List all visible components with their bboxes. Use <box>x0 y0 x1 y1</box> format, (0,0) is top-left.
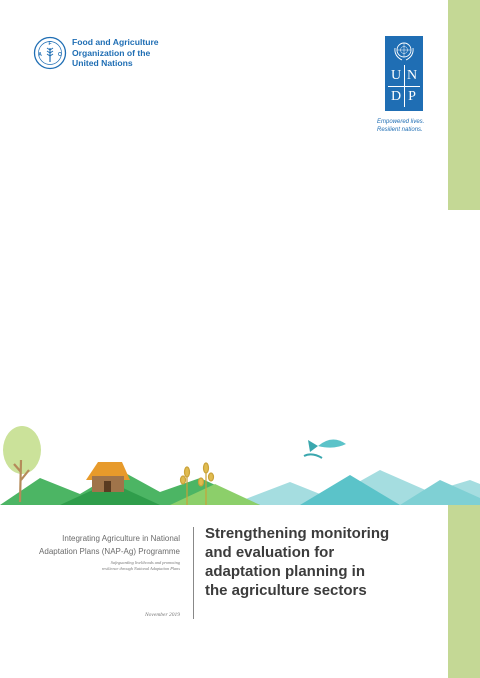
undp-tagline <box>377 118 424 134</box>
programme-title-line: Integrating Agriculture in National <box>62 534 180 543</box>
undp-letter: U <box>390 68 402 83</box>
fao-name-line: Food and Agriculture <box>72 37 159 48</box>
page-title <box>205 524 445 600</box>
vertical-divider <box>193 527 194 619</box>
undp-letter: P <box>408 89 416 104</box>
fao-name-line: United Nations <box>72 58 133 69</box>
landscape-illustration <box>0 420 480 505</box>
fao-emblem-letter: F <box>48 41 52 47</box>
undp-letter: D <box>390 89 402 104</box>
tree-canopy <box>3 426 41 474</box>
hut-door <box>104 481 111 492</box>
un-emblem-icon <box>392 40 416 62</box>
programme-title <box>39 532 180 558</box>
publication-date: November 2019 <box>145 612 180 618</box>
programme-subtitle-line: resilience through National Adaptation Plans <box>101 566 180 571</box>
undp-logo <box>385 36 423 111</box>
page-title-line: and evaluation for <box>205 544 335 561</box>
programme-subtitle <box>102 560 180 572</box>
page-title-line: Strengthening monitoring <box>205 525 390 542</box>
programme-title-line: Adaptation Plans (NAP-Ag) Programme <box>39 547 180 556</box>
fao-name-line: Organization of the <box>72 47 151 58</box>
undp-letter: N <box>406 68 418 83</box>
fao-emblem-letter: O <box>58 52 62 58</box>
undp-tagline-line: Empowered lives. <box>377 119 425 125</box>
accent-bar-top <box>448 0 480 210</box>
fish-icon <box>304 439 346 458</box>
fao-name <box>72 37 159 69</box>
fao-logo <box>33 36 159 70</box>
undp-tagline-line: Resilient nations. <box>377 127 423 133</box>
page-title-line: the agriculture sectors <box>205 582 367 599</box>
fao-emblem-letter: A <box>38 52 42 58</box>
programme-subtitle-line: Safeguarding livelihoods and promoting <box>110 560 180 565</box>
accent-bar-bottom <box>448 505 480 678</box>
page-title-line: adaptation planning in <box>205 563 365 580</box>
undp-letter-grid <box>388 65 420 107</box>
fao-emblem-icon <box>33 36 67 70</box>
